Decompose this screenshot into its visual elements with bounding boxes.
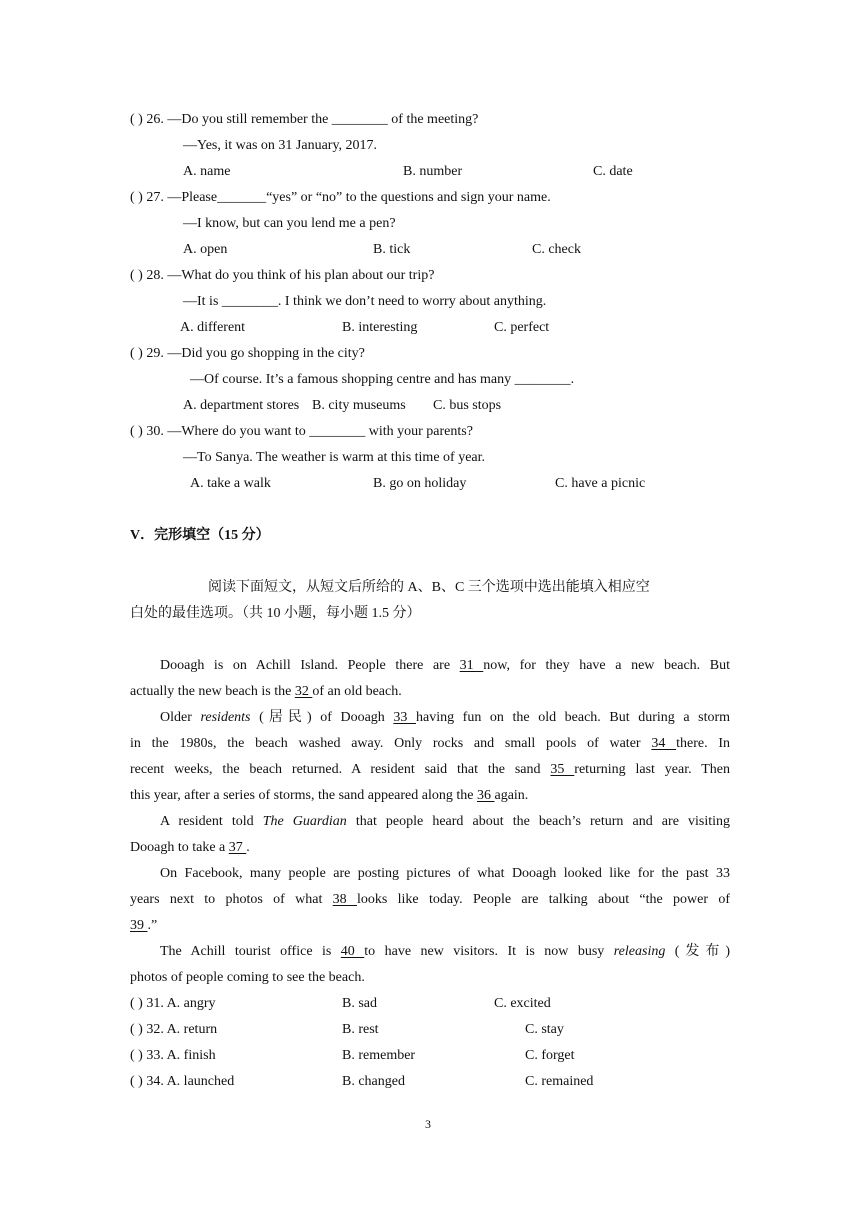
blank-34: 34 (651, 736, 677, 751)
answer-27: —I know, but can you lend me a pen? (183, 216, 396, 231)
cloze-option-34: ( ) 34. A. launched (130, 1074, 235, 1089)
blank-38: 38 (332, 892, 357, 907)
passage-line: this year, after a series of storms, the sand appeared along the 36 again. (130, 788, 529, 803)
passage-line: 39 .” (130, 918, 158, 933)
option-32-b: B. rest (342, 1022, 379, 1037)
option-28-b: B. interesting (342, 320, 418, 335)
option-27-c: C. check (532, 242, 581, 257)
answer-30: —To Sanya. The weather is warm at this time of year. (183, 450, 486, 465)
blank-31: 31 (459, 658, 484, 673)
option-29-b: B. city museums (312, 398, 406, 413)
cloze-option-32: ( ) 32. A. return (130, 1022, 218, 1037)
option-31-b: B. sad (342, 996, 377, 1011)
option-30-c: C. have a picnic (555, 476, 646, 491)
cloze-option-33: ( ) 33. A. finish (130, 1048, 216, 1063)
option-29-a: A. department stores (183, 398, 300, 413)
passage-line: photos of people coming to see the beach. (130, 970, 365, 985)
answer-29: —Of course. It’s a famous shopping centre and has many ________. (190, 372, 575, 387)
passage-line: recent weeks, the beach returned. A resident said that the sand 35 returning last year. Then (130, 762, 731, 777)
blank-40: 40 (340, 944, 365, 959)
option-29-c: C. bus stops (433, 398, 502, 413)
passage-line: Dooagh to take a 37 . (130, 840, 250, 855)
option-34-c: C. remained (525, 1074, 594, 1089)
section-instructions-line1: 阅读下面短文，从短文后所给的 A、B、C 三个选项中选出能填入相应空 (208, 580, 650, 595)
option-26-a: A. name (183, 164, 231, 179)
option-33-b: B. remember (342, 1048, 416, 1063)
option-31-c: C. excited (494, 996, 551, 1011)
cloze-option-31: ( ) 31. A. angry (130, 996, 216, 1011)
passage-line: actually the new beach is the 32 of an old beach. (130, 684, 402, 699)
question-27: ( ) 27. —Please_______“yes” or “no” to the questions and sign your name. (130, 190, 551, 205)
blank-32: 32 (294, 684, 313, 699)
blank-39: 39 (130, 918, 148, 933)
option-26-c: C. date (593, 164, 633, 179)
answer-26: —Yes, it was on 31 January, 2017. (183, 138, 378, 153)
option-34-b: B. changed (342, 1074, 405, 1089)
passage-line: Dooagh is on Achill Island. People there are 31 now, for they have a new beach. But (160, 658, 730, 673)
option-27-b: B. tick (373, 242, 411, 257)
option-27-a: A. open (183, 242, 228, 257)
option-30-b: B. go on holiday (373, 476, 467, 491)
option-28-a: A. different (180, 320, 246, 335)
question-29: ( ) 29. —Did you go shopping in the city? (130, 346, 365, 361)
option-28-c: C. perfect (494, 320, 550, 335)
passage-line: On Facebook, many people are posting pictures of what Dooagh looked like for the past 33 (160, 866, 730, 881)
section-instructions-line2: 白处的最佳选项。（共 10 小题，每小题 1.5 分） (130, 606, 421, 621)
blank-36: 36 (476, 788, 495, 803)
answer-28: —It is ________. I think we don’t need to worry about anything. (183, 294, 547, 309)
option-32-c: C. stay (525, 1022, 564, 1037)
blank-35: 35 (550, 762, 575, 777)
page-number: 3 (425, 1117, 431, 1131)
option-26-b: B. number (403, 164, 463, 179)
passage-line: Older residents (居民) of Dooagh 33 having fun on the old beach. But during a storm (160, 710, 731, 725)
passage-line: The Achill tourist office is 40 to have new visitors. It is now busy releasing (发布) (160, 944, 731, 959)
blank-33: 33 (393, 710, 416, 725)
section-title: V．完形填空（15 分） (130, 528, 270, 543)
option-30-a: A. take a walk (190, 476, 271, 491)
passage-line: A resident told The Guardian that people heard about the beach’s return and are visiting (160, 814, 731, 829)
question-28: ( ) 28. —What do you think of his plan about our trip? (130, 268, 435, 283)
question-30: ( ) 30. —Where do you want to ________ with your parents? (130, 424, 473, 439)
option-33-c: C. forget (525, 1048, 575, 1063)
question-26: ( ) 26. —Do you still remember the ________ of the meeting? (130, 112, 479, 127)
passage-line: in the 1980s, the beach washed away. Only rocks and small pools of water 34 there. In (130, 736, 731, 751)
blank-37: 37 (228, 840, 247, 855)
passage-line: years next to photos of what 38 looks like today. People are talking about “the power of (130, 892, 731, 907)
